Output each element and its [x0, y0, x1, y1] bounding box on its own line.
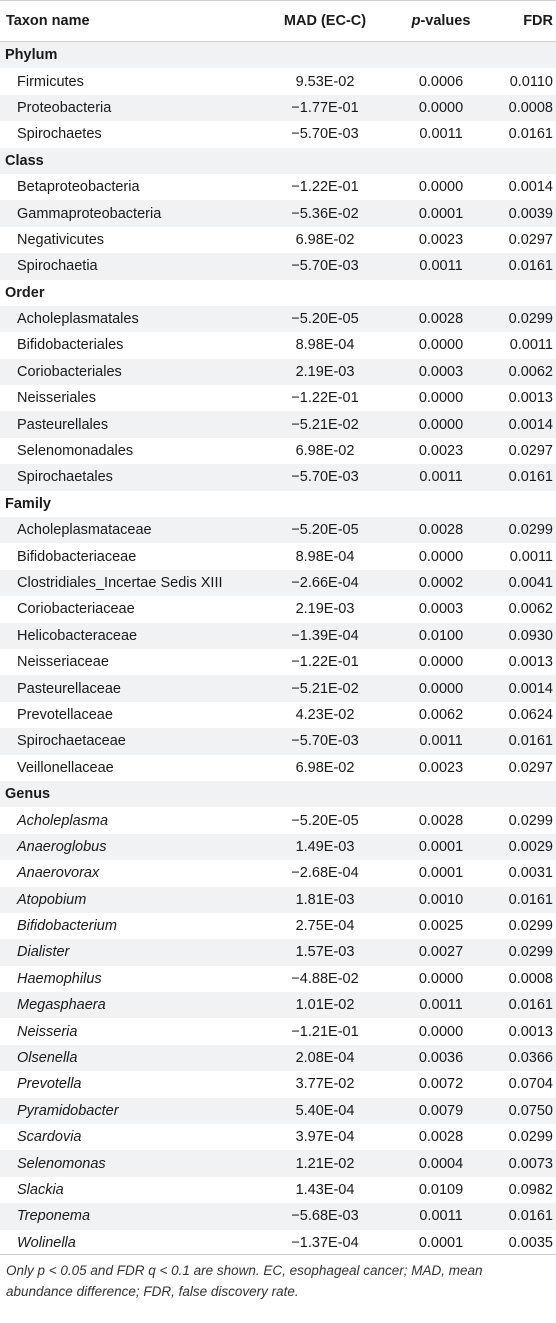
- taxon-name-cell: Pyramidobacter: [17, 1102, 119, 1119]
- taxon-name-cell: Atopobium: [17, 891, 87, 908]
- p-value-cell: 0.0000: [418, 416, 464, 433]
- taxon-name-cell: Acholeplasmataceae: [17, 522, 152, 539]
- fdr-cell: 0.0011: [509, 337, 553, 354]
- p-value-cell: 0.0000: [418, 390, 464, 407]
- p-value-cell: 0.0028: [418, 522, 464, 539]
- table-row: [0, 1177, 556, 1203]
- mad-cell: 8.98E-04: [295, 548, 355, 565]
- taxon-name-cell: Acholeplasma: [17, 812, 109, 829]
- group-label: Family: [5, 495, 51, 512]
- mad-cell: −5.36E-02: [291, 205, 359, 222]
- table-row: [0, 675, 556, 701]
- fdr-cell: 0.0161: [508, 258, 553, 275]
- table-row: [0, 359, 556, 385]
- table-row: [0, 913, 556, 939]
- p-value-cell: 0.0003: [418, 601, 464, 618]
- p-value-cell: 0.0001: [418, 205, 464, 222]
- taxon-name-cell: Olsenella: [17, 1050, 78, 1067]
- mad-cell: 8.98E-04: [295, 337, 355, 354]
- table-row: [0, 1150, 556, 1176]
- fdr-cell: 0.0062: [508, 601, 553, 618]
- fdr-cell: 0.0161: [508, 126, 553, 143]
- fdr-cell: 0.0930: [508, 627, 553, 644]
- taxon-name-cell: Prevotella: [17, 1076, 82, 1093]
- p-value-cell: 0.0023: [418, 231, 464, 248]
- group-row-class: [0, 148, 556, 174]
- table-row: [0, 174, 556, 200]
- p-value-cell: 0.0001: [418, 865, 464, 882]
- taxon-name-cell: Acholeplasmatales: [17, 311, 139, 328]
- table-row: [0, 1230, 556, 1256]
- fdr-cell: 0.0161: [508, 1208, 553, 1225]
- mad-cell: 5.40E-04: [295, 1102, 355, 1119]
- fdr-cell: 0.0073: [508, 1155, 553, 1172]
- taxon-name-cell: Clostridiales_Incertae Sedis XIII: [17, 575, 223, 591]
- taxon-name-cell: Coriobacteriaceae: [17, 601, 135, 618]
- fdr-cell: 0.0013: [508, 1023, 553, 1040]
- p-value-cell: 0.0028: [418, 812, 464, 829]
- mad-cell: −5.70E-03: [291, 469, 359, 486]
- fdr-cell: 0.0008: [508, 970, 553, 987]
- p-value-cell: 0.0023: [418, 759, 464, 776]
- p-value-cell: 0.0000: [418, 1023, 464, 1040]
- fdr-cell: 0.0013: [508, 654, 553, 671]
- table-footnote: Only p < 0.05 and FDR q < 0.1 are shown. EC, esophageal cancer; MAD, mean abundance difference; FDR, false discovery rate.: [6, 1263, 483, 1300]
- mad-cell: 1.43E-04: [295, 1181, 355, 1198]
- mad-cell: −2.66E-04: [291, 575, 359, 591]
- table-row: [0, 121, 556, 147]
- taxon-name-cell: Prevotellaceae: [17, 706, 113, 723]
- p-value-cell: 0.0023: [418, 443, 464, 460]
- group-label: Order: [5, 284, 45, 301]
- p-value-cell: 0.0001: [418, 838, 464, 855]
- mad-cell: −2.68E-04: [291, 865, 359, 882]
- p-value-cell: 0.0001: [418, 1234, 464, 1251]
- fdr-cell: 0.0299: [508, 944, 553, 961]
- taxon-name-cell: Selenomonas: [17, 1155, 106, 1172]
- fdr-cell: 0.0031: [508, 865, 553, 882]
- table-row: [0, 1071, 556, 1097]
- group-label: Genus: [5, 786, 51, 803]
- table-row: [0, 227, 556, 253]
- fdr-cell: 0.0014: [508, 416, 553, 433]
- taxon-name-cell: Spirochaetes: [17, 126, 102, 143]
- mad-cell: −5.70E-03: [291, 733, 359, 750]
- mad-cell: 6.98E-02: [295, 443, 355, 460]
- mad-cell: −1.39E-04: [291, 627, 359, 644]
- mad-cell: −4.88E-02: [291, 970, 359, 987]
- table-row: [0, 464, 556, 490]
- fdr-cell: 0.0110: [509, 73, 553, 90]
- mad-cell: −5.20E-05: [291, 812, 359, 829]
- taxon-name-cell: Neisseriales: [17, 390, 96, 407]
- table-row: [0, 887, 556, 913]
- mad-cell: −5.20E-05: [291, 311, 359, 328]
- p-value-cell: 0.0079: [418, 1102, 464, 1119]
- table-row: [0, 834, 556, 860]
- table-row: [0, 1203, 556, 1229]
- fdr-cell: 0.0161: [508, 997, 553, 1014]
- header-mad: MAD (EC-C): [283, 13, 367, 29]
- table-row: [0, 1124, 556, 1150]
- taxon-name-cell: Bifidobacteriaceae: [17, 548, 137, 565]
- p-value-cell: 0.0000: [418, 179, 464, 196]
- table-row: [0, 1045, 556, 1071]
- p-value-cell: 0.0000: [418, 548, 464, 565]
- fdr-cell: 0.0297: [508, 231, 553, 248]
- fdr-cell: 0.0297: [508, 443, 553, 460]
- taxon-name-cell: Pasteurellaceae: [17, 680, 121, 697]
- taxon-name-cell: Betaproteobacteria: [17, 179, 140, 196]
- taxon-name-cell: Firmicutes: [17, 73, 84, 90]
- mad-cell: −5.70E-03: [291, 126, 359, 143]
- p-value-cell: 0.0000: [418, 337, 464, 354]
- taxon-name-cell: Spirochaetales: [17, 469, 113, 486]
- fdr-cell: 0.0014: [508, 680, 553, 697]
- group-row-family: [0, 491, 556, 517]
- taxon-name-cell: Proteobacteria: [17, 99, 112, 116]
- mad-cell: −1.37E-04: [291, 1234, 359, 1251]
- table-row: [0, 200, 556, 226]
- fdr-cell: 0.0035: [508, 1234, 553, 1251]
- group-row-genus: [0, 781, 556, 807]
- table-row: [0, 728, 556, 754]
- fdr-cell: 0.0704: [508, 1076, 553, 1093]
- table-row: [0, 807, 556, 833]
- table-header-row: [0, 0, 556, 42]
- table-row: [0, 95, 556, 121]
- p-value-cell: 0.0028: [418, 311, 464, 328]
- mad-cell: −5.20E-05: [291, 522, 359, 539]
- fdr-cell: 0.0029: [508, 838, 553, 855]
- fdr-cell: 0.0297: [508, 759, 553, 776]
- mad-cell: −1.22E-01: [291, 390, 359, 407]
- header-p-italic: p: [411, 13, 421, 29]
- table-body: [0, 42, 556, 1256]
- mad-cell: −1.21E-01: [291, 1023, 359, 1040]
- mad-cell: 2.19E-03: [295, 601, 355, 618]
- mad-cell: 1.81E-03: [295, 891, 355, 908]
- fdr-cell: 0.0299: [508, 522, 553, 539]
- taxon-name-cell: Neisseria: [17, 1023, 78, 1040]
- p-value-cell: 0.0062: [418, 706, 464, 723]
- mad-cell: 2.19E-03: [295, 363, 355, 380]
- fdr-cell: 0.0299: [508, 1129, 553, 1146]
- fdr-cell: 0.0013: [508, 390, 553, 407]
- table-row: [0, 411, 556, 437]
- mad-cell: 1.49E-03: [295, 838, 355, 855]
- group-label: Class: [5, 152, 44, 169]
- p-value-cell: 0.0036: [418, 1050, 464, 1067]
- header-p-values: [388, 1, 494, 41]
- mad-cell: −5.21E-02: [291, 680, 359, 697]
- mad-cell: 9.53E-02: [295, 73, 355, 90]
- p-value-cell: 0.0011: [419, 733, 463, 750]
- table-row: [0, 517, 556, 543]
- taxon-name-cell: Bifidobacteriales: [17, 337, 124, 354]
- table-row: [0, 570, 556, 596]
- mad-cell: −1.22E-01: [291, 179, 359, 196]
- fdr-cell: 0.0750: [508, 1102, 553, 1119]
- mad-cell: 2.75E-04: [295, 918, 355, 935]
- mad-cell: −5.68E-03: [291, 1208, 359, 1225]
- taxon-name-cell: Wolinella: [17, 1234, 76, 1251]
- p-value-cell: 0.0011: [419, 258, 463, 275]
- fdr-cell: 0.0062: [508, 363, 553, 380]
- table-row: [0, 385, 556, 411]
- fdr-cell: 0.0161: [508, 891, 553, 908]
- taxon-name-cell: Anaerovorax: [17, 865, 100, 882]
- fdr-cell: 0.0039: [508, 205, 553, 222]
- mad-cell: 2.08E-04: [295, 1050, 355, 1067]
- fdr-cell: 0.0366: [508, 1050, 553, 1067]
- table-row: [0, 755, 556, 781]
- taxon-name-cell: Coriobacteriales: [17, 363, 122, 380]
- fdr-cell: 0.0008: [508, 99, 553, 116]
- p-value-cell: 0.0010: [418, 891, 464, 908]
- p-value-cell: 0.0011: [419, 469, 463, 486]
- mad-cell: 4.23E-02: [295, 706, 355, 723]
- taxon-name-cell: Megasphaera: [17, 997, 106, 1014]
- taxon-name-cell: Gammaproteobacteria: [17, 205, 162, 222]
- taxon-name-cell: Dialister: [17, 944, 70, 961]
- p-value-cell: 0.0011: [419, 997, 463, 1014]
- taxon-name-cell: Pasteurellales: [17, 416, 109, 433]
- p-value-cell: 0.0000: [418, 680, 464, 697]
- mad-cell: −1.22E-01: [291, 654, 359, 671]
- table-row: [0, 702, 556, 728]
- mad-cell: −5.21E-02: [291, 416, 359, 433]
- taxon-name-cell: Negativicutes: [17, 231, 105, 248]
- fdr-cell: 0.0982: [508, 1181, 553, 1198]
- mad-cell: 1.01E-02: [295, 997, 355, 1014]
- taxon-name-cell: Helicobacteraceae: [17, 627, 138, 644]
- mad-cell: −5.70E-03: [291, 258, 359, 275]
- fdr-cell: 0.0299: [508, 918, 553, 935]
- table-row: [0, 623, 556, 649]
- taxon-name-cell: Selenomonadales: [17, 443, 134, 460]
- table-row: [0, 438, 556, 464]
- taxon-name-cell: Spirochaetia: [17, 258, 98, 275]
- taxon-name-cell: Scardovia: [17, 1129, 82, 1146]
- mad-cell: 1.57E-03: [295, 944, 355, 961]
- mad-cell: 6.98E-02: [295, 231, 355, 248]
- fdr-cell: 0.0299: [508, 311, 553, 328]
- mad-cell: 3.77E-02: [295, 1076, 355, 1093]
- table-row: [0, 253, 556, 279]
- p-value-cell: 0.0011: [419, 1208, 463, 1225]
- table-row: [0, 306, 556, 332]
- taxon-name-cell: Slackia: [17, 1181, 64, 1198]
- fdr-cell: 0.0041: [508, 575, 553, 591]
- table-row: [0, 649, 556, 675]
- table-row: [0, 543, 556, 569]
- p-value-cell: 0.0002: [418, 575, 464, 591]
- p-value-cell: 0.0011: [419, 126, 463, 143]
- taxon-name-cell: Veillonellaceae: [17, 759, 114, 776]
- taxon-name-cell: Neisseriaceae: [17, 654, 109, 671]
- fdr-cell: 0.0299: [508, 812, 553, 829]
- p-value-cell: 0.0028: [418, 1129, 464, 1146]
- fdr-cell: 0.0161: [508, 733, 553, 750]
- mad-cell: 3.97E-04: [295, 1129, 355, 1146]
- p-value-cell: 0.0072: [418, 1076, 464, 1093]
- taxon-name-cell: Bifidobacterium: [17, 918, 117, 935]
- p-value-cell: 0.0006: [418, 73, 464, 90]
- mad-cell: 6.98E-02: [295, 759, 355, 776]
- table-row: [0, 1018, 556, 1044]
- table-row: [0, 1098, 556, 1124]
- group-row-order: [0, 280, 556, 306]
- group-row-phylum: [0, 42, 556, 68]
- table-row: [0, 992, 556, 1018]
- p-value-cell: 0.0100: [418, 627, 464, 644]
- fdr-cell: 0.0624: [508, 706, 553, 723]
- p-value-cell: 0.0004: [418, 1155, 464, 1172]
- table-row: [0, 860, 556, 886]
- fdr-cell: 0.0011: [509, 548, 553, 565]
- table-row: [0, 332, 556, 358]
- table-row: [0, 596, 556, 622]
- table-row: [0, 68, 556, 94]
- mad-cell: −1.77E-01: [291, 99, 359, 116]
- table-row: [0, 939, 556, 965]
- header-taxon-name: Taxon name: [6, 13, 90, 29]
- fdr-cell: 0.0161: [508, 469, 553, 486]
- table-row: [0, 966, 556, 992]
- group-label: Phylum: [5, 47, 58, 64]
- p-value-cell: 0.0000: [418, 99, 464, 116]
- taxon-name-cell: Haemophilus: [17, 970, 102, 987]
- taxon-name-cell: Anaeroglobus: [17, 838, 107, 855]
- header-fdr: FDR: [523, 13, 553, 29]
- p-value-cell: 0.0109: [418, 1181, 464, 1198]
- taxon-name-cell: Spirochaetaceae: [17, 733, 126, 750]
- table-bottom-rule: [0, 1254, 556, 1255]
- p-value-cell: 0.0000: [418, 970, 464, 987]
- p-value-cell: 0.0000: [418, 654, 464, 671]
- p-value-cell: 0.0025: [418, 918, 464, 935]
- mad-cell: 1.21E-02: [295, 1155, 355, 1172]
- taxon-name-cell: Treponema: [17, 1208, 91, 1225]
- p-value-cell: 0.0003: [418, 363, 464, 380]
- p-value-cell: 0.0027: [418, 944, 464, 961]
- fdr-cell: 0.0014: [508, 179, 553, 196]
- header-p-rest: -values: [420, 13, 471, 29]
